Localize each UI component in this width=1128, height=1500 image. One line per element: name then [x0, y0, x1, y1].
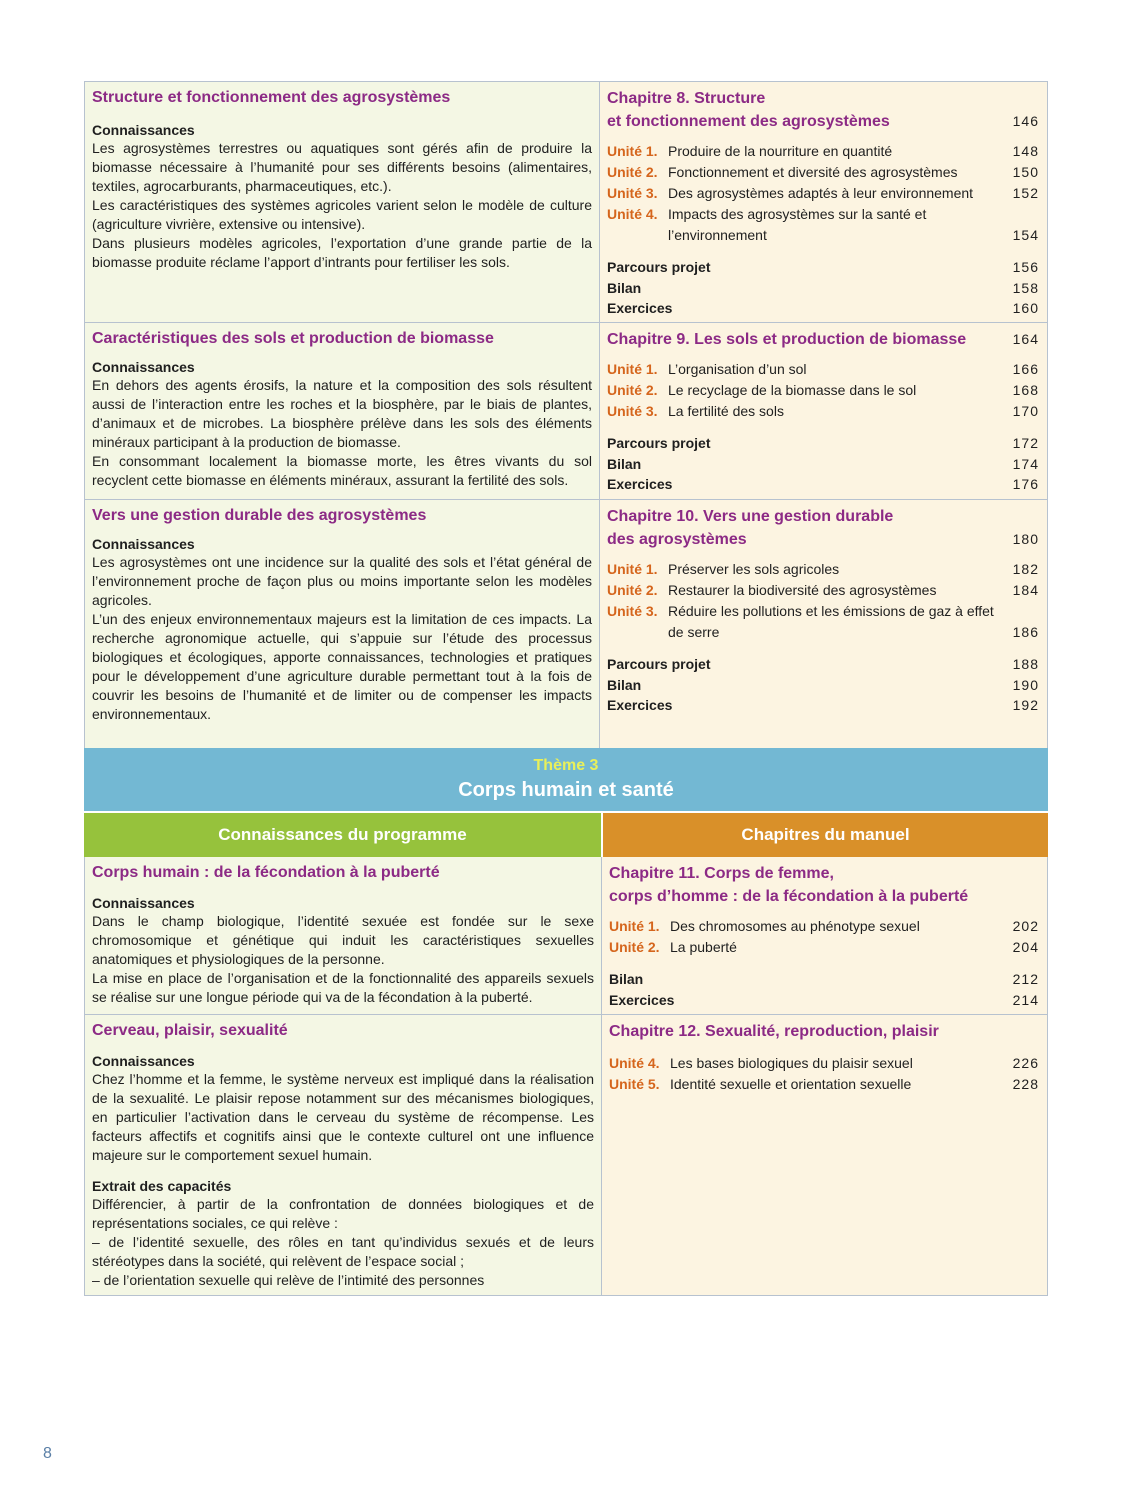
- chapter-heading[interactable]: [607, 505, 1039, 551]
- header-program: Connaissances du programme: [84, 813, 601, 857]
- program-cell: [85, 857, 602, 1014]
- unit-title: Le recyclage de la biomasse dans le sol: [668, 382, 917, 398]
- paragraph: Les caractéristiques des systèmes agricoles varient selon le modèle de culture (agriculture vivrière, extensive ou intensive).: [92, 197, 592, 232]
- extra-entry[interactable]: [607, 695, 1039, 716]
- unit-entry[interactable]: [609, 937, 1039, 958]
- unit-entry[interactable]: [607, 401, 1039, 422]
- header-chapters: Chapitres du manuel: [603, 813, 1048, 857]
- unit-title: La puberté: [670, 939, 737, 955]
- extras-list: [607, 257, 1039, 319]
- extra-label: Exercices: [609, 991, 675, 1008]
- unit-page: 168: [1012, 382, 1039, 398]
- extra-page: 214: [1012, 991, 1039, 1008]
- unit-entry[interactable]: [607, 162, 1039, 183]
- unit-entry[interactable]: [607, 601, 1039, 643]
- unit-page: 150: [1012, 164, 1039, 180]
- unit-title: Fonctionnement et diversité des agrosystèmes: [668, 164, 958, 180]
- paragraph: Différencier, à partir de la confrontation de données biologiques et de représentations sociales, ce qui relève :: [92, 1196, 594, 1231]
- unit-title: Produire de la nourriture en quantité: [668, 143, 893, 159]
- unit-label: Unité 1.: [609, 918, 660, 934]
- unit-title: Préserver les sols agricoles: [668, 561, 840, 577]
- unit-title: La fertilité des sols: [668, 403, 784, 419]
- column-headers: [84, 813, 1048, 857]
- chapter-cell: [602, 857, 1047, 1014]
- chapter-page: 164: [1012, 331, 1039, 347]
- extra-page: 172: [1012, 435, 1039, 451]
- extra-label: Bilan: [607, 676, 642, 693]
- extra-label: Parcours projet: [607, 435, 711, 451]
- unit-label: Unité 4.: [607, 206, 658, 222]
- extra-label: Exercices: [607, 697, 673, 713]
- chapter-page: 146: [1012, 113, 1039, 129]
- paragraph: En consommant localement la biomasse morte, les êtres vivants du sol recyclent cette biomasse en éléments minéraux, assurant la fertilité des sols.: [92, 453, 592, 488]
- section-title: Vers une gestion durable des agrosystèmes: [92, 507, 427, 524]
- section-subtitle: Connaissances: [92, 1053, 195, 1069]
- unit-page: 226: [1012, 1055, 1039, 1071]
- unit-page: 154: [1012, 227, 1039, 243]
- unit-label: Unité 1.: [607, 361, 658, 377]
- chapter-cell: [600, 323, 1047, 499]
- section-subtitle: Connaissances: [92, 536, 195, 552]
- unit-entry[interactable]: [607, 359, 1039, 380]
- extra-entry[interactable]: [607, 654, 1039, 675]
- program-cell: [85, 500, 600, 750]
- section-subtitle: Extrait des capacités: [92, 1178, 232, 1194]
- paragraph: Dans le champ biologique, l’identité sexuée est fondée sur le sexe chromosomique et génétique qui induit les caractéristiques sexuelles anatomiques et physiologiques de la personne.: [92, 913, 594, 967]
- program-cell: [85, 1015, 602, 1295]
- chapter-heading[interactable]: [609, 1020, 1039, 1043]
- chapter-title-line: Chapitre 9. Les sols et production de biomasse: [607, 331, 967, 348]
- unit-entry[interactable]: [609, 1074, 1039, 1095]
- extra-entry[interactable]: [607, 433, 1039, 454]
- unit-entry[interactable]: [607, 204, 1039, 246]
- unit-entry[interactable]: [609, 1053, 1039, 1074]
- unit-page: 152: [1012, 185, 1039, 201]
- unit-title: L’organisation d’un sol: [668, 361, 807, 377]
- chapter-title-line: Chapitre 10. Vers une gestion durable: [607, 508, 894, 525]
- chapter-heading[interactable]: [607, 87, 1039, 133]
- unit-title: Réduire les pollutions et les émissions de gaz à effet de serre: [668, 603, 994, 640]
- section-subtitle: Connaissances: [92, 895, 195, 911]
- extra-page: 192: [1012, 697, 1039, 713]
- extra-label: Parcours projet: [607, 259, 711, 275]
- extra-label: Bilan: [607, 455, 642, 472]
- table-row: [85, 323, 1047, 500]
- unit-title: Des chromosomes au phénotype sexuel: [670, 918, 920, 934]
- unit-page: 170: [1012, 403, 1039, 419]
- extra-entry[interactable]: [607, 675, 1039, 696]
- paragraph: Chez l’homme et la femme, le système nerveux est impliqué dans la réalisation de la sexualité. Le plaisir repose notamment sur des mécanismes biologiques, en particulier l’activation dans le cerveau du système de récompense. Les facteurs affectifs et cognitifs ainsi que le contexte culturel ont une influence majeure sur le comportement sexuel humain.: [92, 1071, 594, 1163]
- unit-entry[interactable]: [607, 380, 1039, 401]
- unit-label: Unité 1.: [607, 143, 658, 159]
- paragraph: Les agrosystèmes terrestres ou aquatiques sont gérés afin de produire la biomasse nécessaire à l’humanité pour ses différents besoins (alimentaires, textiles, agrocarburants, pharmaceutiques, etc.).: [92, 140, 592, 194]
- extra-label: Exercices: [607, 300, 673, 316]
- chapter-cell: [602, 1015, 1047, 1295]
- unit-page: 202: [1012, 918, 1039, 934]
- chapter-heading[interactable]: [609, 862, 1039, 908]
- unit-label: Unité 2.: [609, 939, 660, 955]
- table-row: [85, 1015, 1047, 1295]
- unit-entry[interactable]: [607, 580, 1039, 601]
- paragraph: Les agrosystèmes ont une incidence sur la qualité des sols et l’état général de l’environnement proche de façon plus ou moins importante selon les modèles agricoles.: [92, 554, 592, 608]
- extra-page: 190: [1012, 676, 1039, 693]
- extras-list: [609, 969, 1039, 1010]
- unit-label: Unité 3.: [607, 603, 658, 619]
- unit-label: Unité 4.: [609, 1055, 660, 1071]
- section-subtitle: Connaissances: [92, 122, 195, 138]
- theme-banner: [84, 748, 1048, 811]
- extras-list: [607, 433, 1039, 495]
- chapter-title-line: Chapitre 11. Corps de femme,: [609, 865, 834, 882]
- extra-page: 188: [1012, 656, 1039, 672]
- extra-page: 160: [1012, 300, 1039, 316]
- section-title: Cerveau, plaisir, sexualité: [92, 1022, 288, 1039]
- section-title: Caractéristiques des sols et production de biomasse: [92, 330, 494, 347]
- section-subtitle: Connaissances: [92, 359, 195, 375]
- chapter-title-line: corps d’homme : de la fécondation à la puberté: [609, 888, 969, 905]
- extra-entry[interactable]: [609, 969, 1039, 990]
- unit-page: 204: [1012, 939, 1039, 955]
- unit-page: 166: [1012, 361, 1039, 377]
- unit-title: Impacts des agrosystèmes sur la santé et l’environnement: [668, 206, 927, 243]
- extra-page: 174: [1012, 455, 1039, 472]
- paragraph: Dans plusieurs modèles agricoles, l’exportation d’une grande partie de la biomasse produite réclame l’apport d’intrants pour fertiliser les sols.: [92, 235, 592, 270]
- table-row: [85, 500, 1047, 750]
- chapter-title-line: Chapitre 8. Structure: [607, 90, 766, 107]
- chapter-cell: [600, 500, 1047, 750]
- section-title: Structure et fonctionnement des agrosystèmes: [92, 89, 451, 106]
- chapter-page: 180: [1012, 531, 1039, 547]
- table-row: [85, 857, 1047, 1015]
- unit-label: Unité 2.: [607, 164, 658, 180]
- unit-page: 186: [1012, 624, 1039, 640]
- unit-page: 148: [1012, 143, 1039, 159]
- paragraph: – de l’identité sexuelle, des rôles en tant qu’individus sexués et de leurs stéréotypes dans la société, qui relèvent de l’espace social ;: [92, 1234, 594, 1269]
- unit-label: Unité 5.: [609, 1076, 660, 1092]
- paragraph: En dehors des agents érosifs, la nature et la composition des sols résultent aussi de l’interaction entre les roches et la biosphère, par le biais de plantes, d’animaux et de microbes. La biosphère prélève dans les sols des éléments minéraux participant à la production de biomasse.: [92, 377, 592, 450]
- unit-label: Unité 1.: [607, 561, 658, 577]
- paragraph: – de l’orientation sexuelle qui relève de l’intimité des personnes: [92, 1272, 485, 1288]
- chapter-title-line: et fonctionnement des agrosystèmes: [607, 113, 890, 130]
- section-title: Corps humain : de la fécondation à la puberté: [92, 864, 440, 881]
- program-cell: [85, 323, 600, 499]
- unit-title: Restaurer la biodiversité des agrosystèmes: [668, 582, 937, 598]
- table-row: [85, 82, 1047, 323]
- paragraph: La mise en place de l’organisation et de la fonctionnalité des appareils sexuels se réalise sur une longue période qui va de la fécondation à la puberté.: [92, 970, 594, 1005]
- extra-entry[interactable]: [607, 278, 1039, 299]
- chapter-heading[interactable]: [607, 328, 1039, 351]
- extra-page: 212: [1012, 971, 1039, 987]
- theme-number: Thème 3: [533, 757, 599, 774]
- unit-entry[interactable]: [609, 916, 1039, 937]
- extra-label: Exercices: [607, 476, 673, 492]
- unit-page: 184: [1012, 582, 1039, 598]
- extra-label: Parcours projet: [607, 656, 711, 672]
- extra-page: 176: [1012, 476, 1039, 492]
- unit-entry[interactable]: [607, 183, 1039, 204]
- chapter-title-line: des agrosystèmes: [607, 531, 747, 548]
- extra-label: Bilan: [607, 279, 642, 296]
- unit-title: Les bases biologiques du plaisir sexuel: [670, 1055, 913, 1071]
- extra-page: 158: [1012, 279, 1039, 296]
- unit-label: Unité 2.: [607, 582, 658, 598]
- chapter-cell: [600, 82, 1047, 322]
- extra-entry[interactable]: [607, 298, 1039, 319]
- unit-label: Unité 3.: [607, 185, 658, 201]
- extra-entry[interactable]: [609, 990, 1039, 1011]
- extra-entry[interactable]: [607, 257, 1039, 278]
- unit-label: Unité 3.: [607, 403, 658, 419]
- unit-page: 182: [1012, 561, 1039, 577]
- paragraph: L’un des enjeux environnementaux majeurs est la limitation de ces impacts. La recherche agronomique actuelle, qui s’appuie sur l’étude des processus biologiques et écologiques, apporte connaissances, technologies et pratiques pour le développement d’une agriculture durable permettant tout à la fois de couvrir les besoins de l’humanité et de limiter ou de compenser les impacts environnementaux.: [92, 611, 592, 722]
- page-number: 8: [43, 1445, 52, 1462]
- chapter-title-line: Chapitre 12. Sexualité, reproduction, plaisir: [609, 1023, 939, 1040]
- extras-list: [607, 654, 1039, 716]
- unit-label: Unité 2.: [607, 382, 658, 398]
- extra-label: Bilan: [609, 971, 644, 987]
- extra-entry[interactable]: [607, 474, 1039, 495]
- unit-entry[interactable]: [607, 559, 1039, 580]
- unit-title: Des agrosystèmes adaptés à leur environnement: [668, 185, 974, 201]
- unit-page: 228: [1012, 1076, 1039, 1092]
- theme-title: Corps humain et santé: [458, 779, 674, 801]
- program-cell: [85, 82, 600, 322]
- theme3-table: [84, 857, 1048, 1296]
- theme2-table: [84, 81, 1048, 751]
- extra-entry[interactable]: [607, 454, 1039, 475]
- unit-entry[interactable]: [607, 141, 1039, 162]
- extra-page: 156: [1012, 259, 1039, 275]
- unit-title: Identité sexuelle et orientation sexuelle: [670, 1076, 912, 1092]
